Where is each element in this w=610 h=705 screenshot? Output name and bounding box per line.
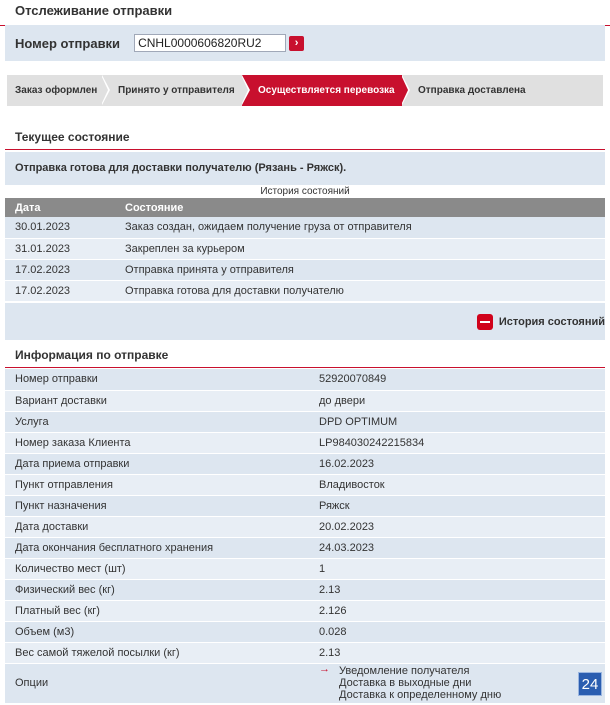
info-key: Количество мест (шт) xyxy=(5,558,319,579)
info-value: до двери xyxy=(319,390,605,411)
table-row xyxy=(5,537,605,558)
history-footer xyxy=(5,303,605,340)
table-row xyxy=(5,432,605,453)
info-value: 2.126 xyxy=(319,600,605,621)
table-row xyxy=(5,495,605,516)
history-caption: История состояний xyxy=(260,186,350,197)
tracking-number-input[interactable] xyxy=(134,34,286,52)
step-arrow-icon xyxy=(401,75,408,105)
option-item: Уведомление получателя xyxy=(339,665,470,677)
option-item: Доставка в выходные дни xyxy=(339,677,472,689)
table-row xyxy=(5,369,605,390)
history-table xyxy=(5,198,605,302)
table-row xyxy=(5,280,605,301)
info-key: Дата окончания бесплатного хранения xyxy=(5,537,319,558)
info-key: Вариант доставки xyxy=(5,390,319,411)
info-key: Номер отправки xyxy=(5,369,319,390)
info-key: Платный вес (кг) xyxy=(5,600,319,621)
info-value: 2.13 xyxy=(319,642,605,663)
info-value: 2.13 xyxy=(319,579,605,600)
info-value: Владивосток xyxy=(319,474,605,495)
step-arrow-icon xyxy=(101,75,108,105)
option-item: Доставка к определенному дню xyxy=(339,689,502,701)
info-value: 16.02.2023 xyxy=(319,453,605,474)
step-2: Принято у отправителя xyxy=(102,75,242,106)
info-value: LP984030242215834 xyxy=(319,432,605,453)
table-row xyxy=(5,238,605,259)
info-value: 0.028 xyxy=(319,621,605,642)
tracking-bar xyxy=(5,25,605,61)
arrow-right-icon: → xyxy=(319,663,330,675)
history-col-status: Состояние xyxy=(115,198,605,217)
progress-steps xyxy=(7,75,603,106)
options-list xyxy=(319,665,605,701)
table-row xyxy=(5,600,605,621)
info-key: Дата приема отправки xyxy=(5,453,319,474)
collapse-icon[interactable] xyxy=(477,314,493,330)
history-status: Закреплен за курьером xyxy=(115,238,605,259)
table-row xyxy=(5,453,605,474)
info-table xyxy=(5,369,605,704)
table-row xyxy=(5,621,605,642)
info-key: Пункт назначения xyxy=(5,495,319,516)
info-value: Ряжск xyxy=(319,495,605,516)
info-value: 20.02.2023 xyxy=(319,516,605,537)
current-status-title: Текущее состояние xyxy=(5,124,605,150)
history-status: Отправка принята у отправителя xyxy=(115,259,605,280)
info-key: Физический вес (кг) xyxy=(5,579,319,600)
current-status-text: Отправка готова для доставки получателю (Рязань - Ряжск). xyxy=(5,152,605,185)
step-arrow-icon xyxy=(241,75,248,105)
table-row xyxy=(5,259,605,280)
history-col-date: Дата xyxy=(5,198,115,217)
go-button[interactable]: › xyxy=(289,36,304,51)
table-row xyxy=(5,474,605,495)
info-value: 52920070849 xyxy=(319,369,605,390)
step-4: Отправка доставлена xyxy=(402,75,603,106)
table-row xyxy=(5,411,605,432)
history-date: 31.01.2023 xyxy=(5,238,115,259)
history-date: 17.02.2023 xyxy=(5,259,115,280)
info-value: DPD OPTIMUM xyxy=(319,411,605,432)
info-key: Дата доставки xyxy=(5,516,319,537)
history-status: Заказ создан, ожидаем получение груза от отправителя xyxy=(115,217,605,238)
info-key: Объем (м3) xyxy=(5,621,319,642)
page-title: Отслеживание отправки xyxy=(0,0,610,26)
support-24-icon[interactable]: 24 xyxy=(578,672,602,696)
info-key: Вес самой тяжелой посылки (кг) xyxy=(5,642,319,663)
tracking-label: Номер отправки xyxy=(15,35,121,51)
info-key: Услуга xyxy=(5,411,319,432)
info-value: 1 xyxy=(319,558,605,579)
info-value: 24.03.2023 xyxy=(319,537,605,558)
table-row xyxy=(5,642,605,663)
table-row xyxy=(5,516,605,537)
info-title: Информация по отправке xyxy=(5,342,605,368)
step-3: Осуществляется перевозка xyxy=(242,75,402,106)
history-date: 17.02.2023 xyxy=(5,280,115,301)
history-toggle-label[interactable]: История состояний xyxy=(498,316,605,328)
info-key: Опции xyxy=(5,663,319,703)
table-row xyxy=(5,390,605,411)
history-status: Отправка готова для доставки получателю xyxy=(115,280,605,301)
table-row xyxy=(5,663,605,703)
history-date: 30.01.2023 xyxy=(5,217,115,238)
table-row xyxy=(5,558,605,579)
info-key: Номер заказа Клиента xyxy=(5,432,319,453)
history-toggle[interactable] xyxy=(477,314,605,330)
info-key: Пункт отправления xyxy=(5,474,319,495)
options-value xyxy=(319,663,605,703)
step-1: Заказ оформлен xyxy=(7,75,102,106)
table-row xyxy=(5,217,605,238)
table-row xyxy=(5,579,605,600)
